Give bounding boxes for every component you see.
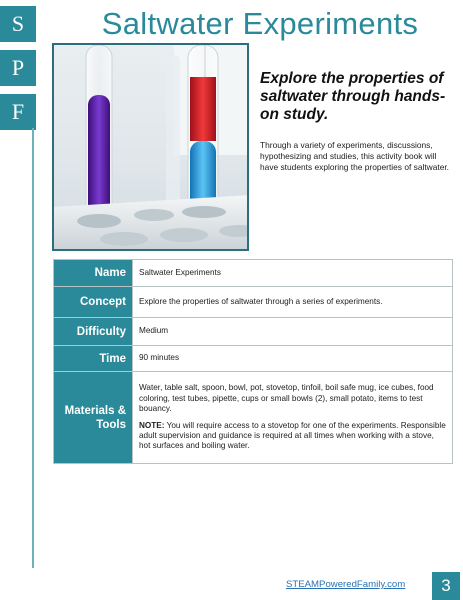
row-label: Materials & Tools [54,372,133,464]
sidebar-letter-s: S [0,6,36,42]
intro-heading: Explore the properties of saltwater through hands-on study. [260,70,446,123]
materials-note [139,421,446,452]
table-row-materials [54,372,453,464]
table-row-time [54,346,453,372]
note-label: NOTE: [139,420,165,430]
note-text: You will require access to a stovetop for one of the experiments. Responsible adult supervision and guidance is required at all times when working with a stove, hot surfaces and boiling water. [139,420,446,451]
row-value: 90 minutes [133,346,453,372]
table-row-concept [54,287,453,318]
row-value: Explore the properties of saltwater through a series of experiments. [133,287,453,318]
website-link[interactable]: STEAMPoweredFamily.com [286,579,406,590]
row-label: Name [54,260,133,287]
page-title: Saltwater Experiments [101,6,419,41]
intro-body: Through a variety of experiments, discussions, hypothesizing and studies, this activity book will have students exploring the properties of saltwater. [260,140,450,172]
table-row-difficulty [54,318,453,346]
page-number: 3 [432,572,460,600]
row-value: Medium [133,318,453,346]
activity-info-table [53,259,453,464]
sidebar-divider [32,128,34,568]
materials-list: Water, table salt, spoon, bowl, pot, stovetop, tinfoil, boil safe mug, ice cubes, food coloring, test tubes, pipette, cups or small bowls (2), small potato, items to test bouancy. [139,383,434,414]
table-row-name [54,260,453,287]
row-value: Saltwater Experiments [133,260,453,287]
row-label: Concept [54,287,133,318]
test-tubes-illustration [54,45,249,251]
test-tubes-photo [52,43,249,251]
sidebar-letter-p: P [0,50,36,86]
row-label: Difficulty [54,318,133,346]
sidebar-letter-f: F [0,94,36,130]
row-value [133,372,453,464]
row-label: Time [54,346,133,372]
